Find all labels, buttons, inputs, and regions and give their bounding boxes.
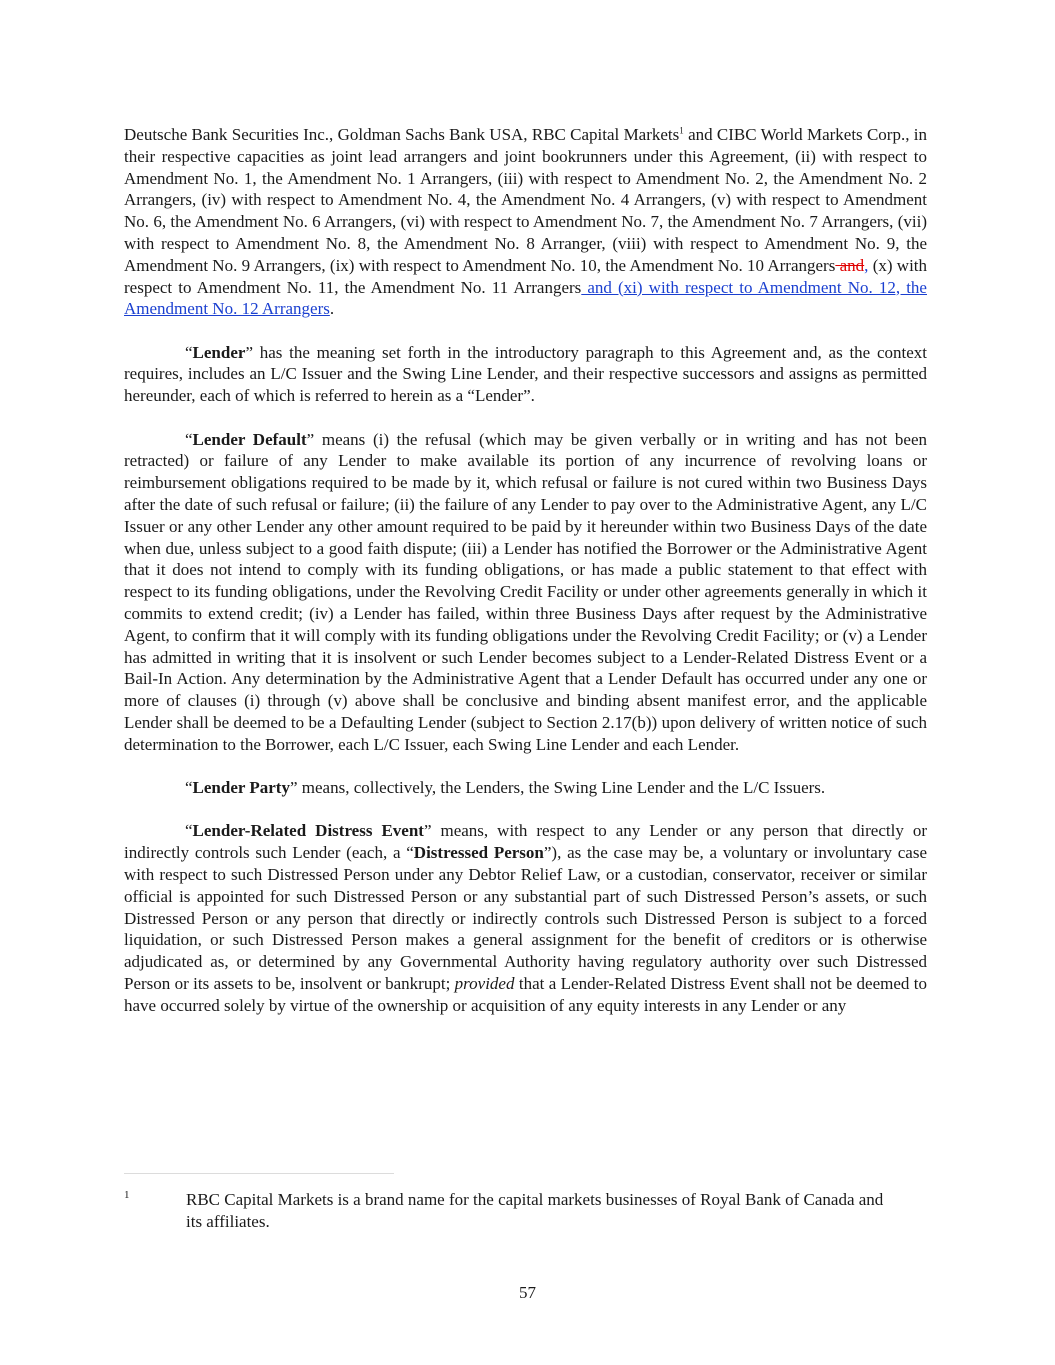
open-quote: “ bbox=[185, 821, 193, 841]
defined-term-distressed-person: Distressed Person bbox=[413, 843, 544, 863]
definition-text: ” means (i) the refusal (which may be given verbally or in writing and has not been retracted) or failure of any Lender to make available its portion of any incurrence of revolving loans or reimbursement obligations required to be made by it, which refusal or failure is not cured within two Business Days after the date of such refusal or failure; (ii) the failure of any Lender to pay over to the Administrative Agent, any L/C Issuer or any other Lender any other amount required to be paid by it hereunder within two Business Days of the date when due, unless subject to a good faith dispute; (iii) a Lender has notified the Borrower or the Administrative Agent that it does not intend to comply with its funding obligations, or has made a public statement to that effect with respect to its funding obligations, under the Revolving Credit Facility or under other agreements generally in which it commits to extend credit; (iv) a Lender has failed, within three Business Days after request by the Administrative Agent, to confirm that it will comply with its funding obligations under the Revolving Credit Facility; or (v) a Lender has admitted in writing that it is insolvent or such Lender becomes subject to a Lender-Related Distress Event or a Bail-In Action. Any determination by the Administrative Agent that a Lender Default has occurred under any one or more of clauses (i) through (v) above shall be conclusive and binding absent manifest error, and the applicable Lender shall be deemed to be a Defaulting Lender (subject to Section 2.17(b)) upon delivery of written notice of such determination to the Borrower, each L/C Issuer, each Swing Line Lender and each Lender. bbox=[124, 429, 927, 754]
open-quote: “ bbox=[185, 778, 193, 798]
page-number: 57 bbox=[519, 1283, 536, 1302]
defined-term-lender-party: Lender Party bbox=[192, 778, 290, 798]
paragraph-arrangers bbox=[124, 124, 927, 320]
italic-provided: provided bbox=[454, 973, 515, 993]
definition-text-2: ”), as the case may be, a voluntary or involuntary case with respect to such Distressed Person under any Debtor Relief Law, or a custodian, conservator, receiver or similar official is appointed for such Distressed Person or any substantial part of such Distressed Person’s assets, or such Distressed Person or any person that directly or indirectly controls such Distressed Person is subject to a forced liquidation, or such Distressed Person makes a general assignment for the benefit of creditors or is otherwise adjudicated as, or determined by any Governmental Authority having regulatory authority over such Distressed Person or its assets to be, insolvent or bankrupt; bbox=[124, 843, 927, 993]
definition-lender-related-distress-event bbox=[124, 820, 927, 1016]
arrangers-text-3: (x) with respect to Amendment No. 11, the Amendment No. 11 Arrangers bbox=[124, 255, 928, 297]
deleted-text: and bbox=[835, 255, 865, 275]
definition-lender bbox=[124, 342, 927, 407]
definition-text-1: ” means, with respect to any Lender or any person that directly or indirectly controls such Lender (each, a “ bbox=[124, 821, 927, 863]
definition-text: ” has the meaning set forth in the introductory paragraph to this Agreement and, as the context requires, includes an L/C Issuer and the Swing Line Lender, and their respective successors and assigns as permitted hereunder, each of which is referred to herein as a “Lender”. bbox=[124, 342, 927, 406]
inserted-comma: , bbox=[864, 255, 869, 275]
inserted-text: and (xi) with respect to Amendment No. 12, the Amendment No. 12 Arrangers bbox=[124, 277, 927, 319]
defined-term-distress-event: Lender-Related Distress Event bbox=[192, 821, 424, 841]
arrangers-text-1: Deutsche Bank Securities Inc., Goldman Sachs Bank USA, RBC Capital Markets bbox=[124, 125, 680, 144]
defined-term-lender: Lender bbox=[192, 342, 246, 362]
definition-text: ” means, collectively, the Lenders, the Swing Line Lender and the L/C Issuers. bbox=[289, 778, 826, 798]
open-quote: “ bbox=[185, 342, 193, 362]
definition-lender-party bbox=[124, 777, 927, 799]
defined-term-lender-default: Lender Default bbox=[192, 429, 307, 449]
definition-text-3: that a Lender-Related Distress Event shall not be deemed to have occurred solely by virtue of the ownership or acquisition of any equity interests in any Lender or any bbox=[124, 973, 927, 1015]
footnote-divider bbox=[124, 1173, 394, 1174]
open-quote: “ bbox=[185, 429, 193, 449]
footnote-text: RBC Capital Markets is a brand name for the capital markets businesses of Royal Bank of Canada and its affiliates. bbox=[186, 1190, 884, 1231]
footnote-mark: 1 bbox=[124, 1189, 130, 1201]
footnote-reference[interactable]: 1 bbox=[679, 125, 684, 136]
arrangers-end: . bbox=[329, 299, 335, 319]
arrangers-text-2: and CIBC World Markets Corp., in their respective capacities as joint lead arrangers and joint bookrunners under this Agreement, (ii) with respect to Amendment No. 1, the Amendment No. 1 Arrangers, (iii) with respect to Amendment No. 2, the Amendment No. 2 Arrangers, (iv) with respect to Amendment No. 4, the Amendment No. 4 Arrangers, (v) with respect to Amendment No. 6, the Amendment No. 6 Arrangers, (vi) with respect to Amendment No. 7, the Amendment No. 7 Arrangers, (vii) with respect to Amendment No. 8, the Amendment No. 8 Arranger, (viii) with respect to Amendment No. 9, the Amendment No. 9 Arrangers, (ix) with respect to Amendment No. 10, the Amendment No. 10 Arrangers bbox=[124, 125, 927, 275]
document-body bbox=[124, 124, 927, 1038]
definition-lender-default bbox=[124, 429, 927, 756]
